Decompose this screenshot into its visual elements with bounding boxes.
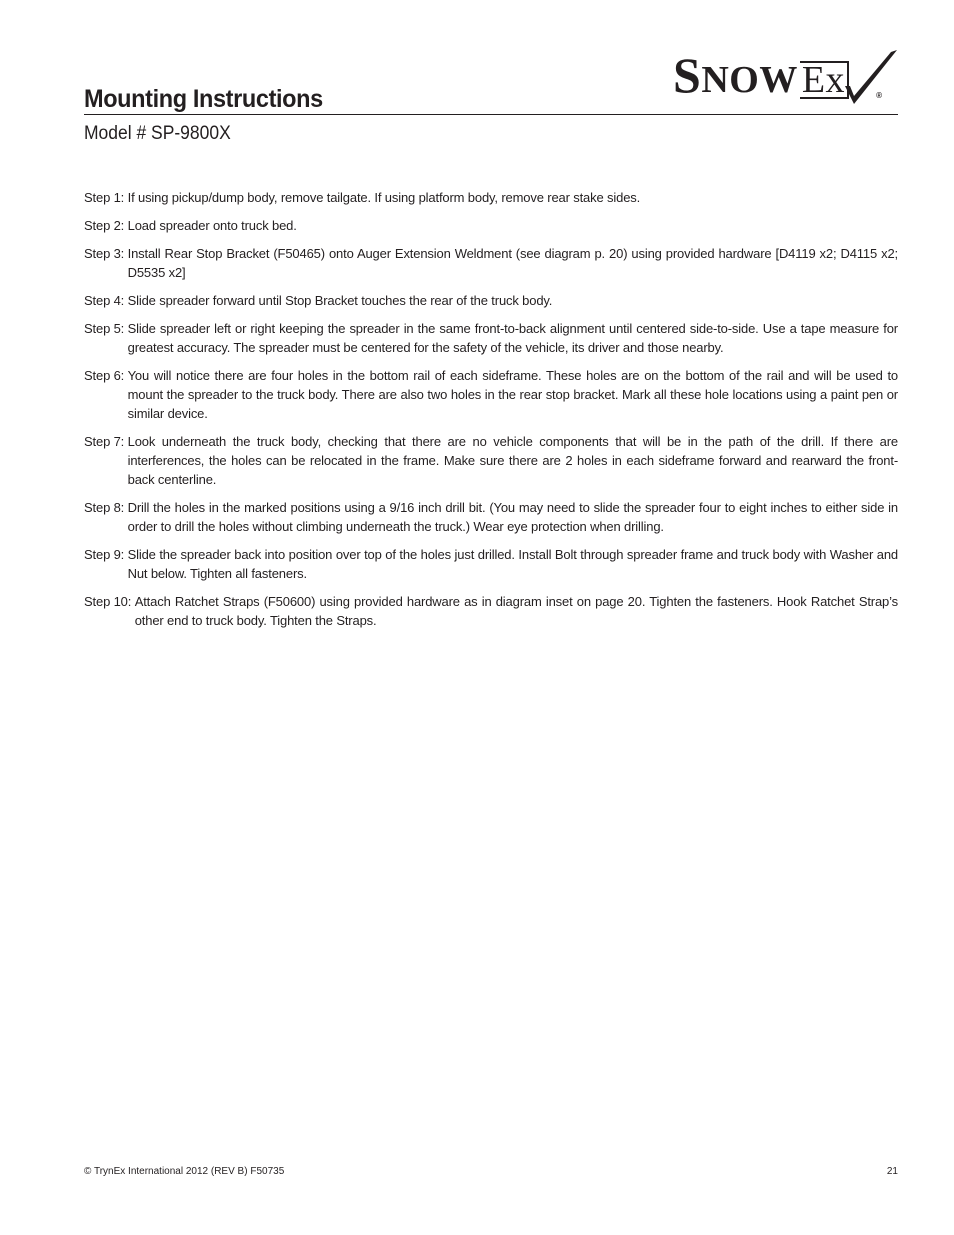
steps-list: [84, 188, 898, 639]
step-text: Attach Ratchet Straps (F50600) using provided hardware as in diagram inset on page 20. Tighten the fasteners. Hook Ratchet Strap’s other end to truck body. Tighten the Straps.: [134, 594, 898, 628]
step-label: Step 10:: [84, 594, 135, 609]
step-10: [84, 592, 898, 630]
step-text: Load spreader onto truck bed.: [127, 218, 297, 233]
step-label: Step 7:: [84, 434, 128, 449]
step-label: Step 4:: [84, 293, 128, 308]
step-label: Step 6:: [84, 368, 128, 383]
page-number: 21: [886, 1166, 898, 1177]
step-6: [84, 366, 898, 423]
step-label: Step 8:: [84, 500, 128, 515]
step-label: Step 1:: [84, 190, 128, 205]
step-text: Slide the spreader back into position over top of the holes just drilled. Install Bolt through spreader frame and truck body with Washer and Nut below. Tighten all fasteners.: [127, 547, 898, 581]
logo-wordmark: SNOW Ex: [673, 46, 849, 104]
step-label: Step 2:: [84, 218, 128, 233]
step-text: Slide spreader left or right keeping the spreader in the same front-to-back alignment until centered side-to-side. Use a tape measure for greatest accuracy. The spreader must be centered for the safety of the vehicle, its driver and those nearby.: [127, 321, 898, 355]
step-label: Step 9:: [84, 547, 128, 562]
step-1: [84, 188, 898, 207]
step-9: [84, 545, 898, 583]
snowex-logo: [673, 48, 898, 108]
step-4: [84, 291, 898, 310]
registered-mark: ®: [876, 91, 882, 100]
step-5: [84, 319, 898, 357]
page-header: [84, 48, 898, 118]
page-title: Mounting Instructions: [84, 85, 323, 113]
step-3: [84, 244, 898, 282]
step-text: Slide spreader forward until Stop Bracket touches the rear of the truck body.: [127, 293, 553, 308]
step-7: [84, 432, 898, 489]
step-text: You will notice there are four holes in the bottom rail of each sideframe. These holes are on the bottom of the rail and will be used to mount the spreader to the truck body. There are also two holes in the rear stop bracket. Mark all these hole locations using a paint pen or similar device.: [127, 368, 898, 421]
step-text: Install Rear Stop Bracket (F50465) onto Auger Extension Weldment (see diagram p. 20) using provided hardware [D4119 x2; D4115 x2; D5535 x2]: [127, 246, 898, 280]
step-2: [84, 216, 898, 235]
checkmark-icon: [673, 48, 898, 108]
step-text: Drill the holes in the marked positions using a 9/16 inch drill bit. (You may need to slide the spreader four to eight inches to either side in order to drill the holes without climbing underneath the truck.) Wear eye protection when drilling.: [127, 500, 898, 534]
step-label: Step 5:: [84, 321, 128, 336]
copyright-text: © TrynEx International 2012 (REV B) F50735: [84, 1166, 285, 1177]
step-text: Look underneath the truck body, checking that there are no vehicle components that will be in the path of the drill. If there are interferences, the holes can be relocated in the frame. Make sure there are 2 holes in each sideframe forward and rearward the front-back centerline.: [127, 434, 898, 487]
step-8: [84, 498, 898, 536]
step-text: If using pickup/dump body, remove tailgate. If using platform body, remove rear stake sides.: [127, 190, 641, 205]
header-rule: [84, 114, 898, 115]
step-label: Step 3:: [84, 246, 128, 261]
model-number: Model # SP-9800X: [84, 123, 231, 144]
